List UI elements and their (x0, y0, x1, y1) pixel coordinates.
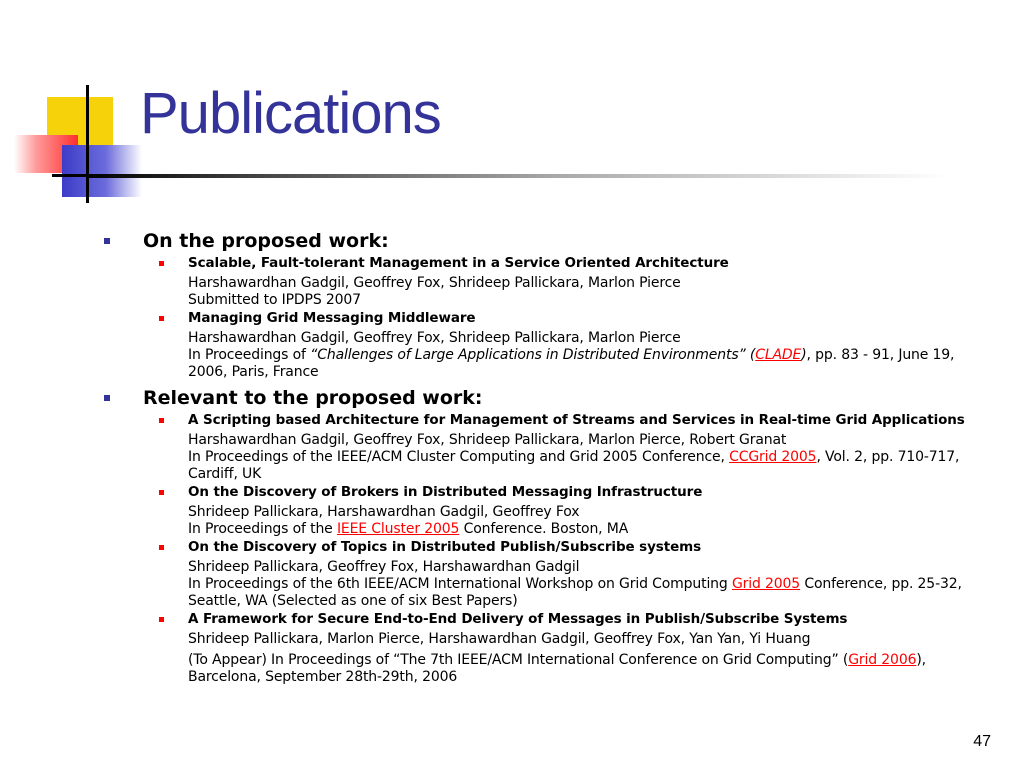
publication-authors: Harshawardhan Gadgil, Geoffrey Fox, Shrideep Pallickara, Marlon Pierce (188, 275, 681, 291)
section-relevant-work (100, 385, 980, 686)
publication-details (188, 631, 980, 686)
publication-authors: Shrideep Pallickara, Harshawardhan Gadgil, Geoffrey Fox (188, 504, 580, 520)
page-number: 47 (973, 733, 991, 750)
clade-link[interactable]: CLADE (755, 347, 802, 363)
publication-authors: Shrideep Pallickara, Geoffrey Fox, Harshawardhan Gadgil (188, 559, 580, 575)
square-bullet-icon (104, 395, 110, 401)
publication-details (188, 432, 980, 483)
logo-blue-bar (62, 145, 142, 197)
publication-details (188, 504, 980, 538)
slide-title: Publications (140, 81, 441, 146)
logo-horizontal-line (52, 174, 90, 177)
publication-title: A Scripting based Architecture for Management of Streams and Services in Real-time Grid Applications (188, 412, 965, 428)
square-bullet-icon (104, 238, 110, 244)
square-bullet-icon (159, 490, 164, 495)
publication-title: On the Discovery of Brokers in Distributed Messaging Infrastructure (188, 484, 703, 500)
section-proposed-work (100, 228, 980, 381)
publication-item (100, 539, 980, 610)
ccgrid-2005-link[interactable]: CCGrid 2005 (729, 449, 817, 465)
decorative-logo (0, 0, 160, 210)
section-heading: On the proposed work: (100, 228, 980, 254)
publication-venue: Submitted to IPDPS 2007 (188, 292, 361, 308)
publication-title: Scalable, Fault-tolerant Management in a Service Oriented Architecture (188, 255, 729, 271)
publication-venue: In Proceedings of the 6th IEEE/ACM International Workshop on Grid Computing Grid 2005 Conference, pp. 25-32, Seattle, WA (Selected as one of six Best Papers) (188, 576, 962, 609)
publication-authors: Harshawardhan Gadgil, Geoffrey Fox, Shrideep Pallickara, Marlon Pierce, Robert Granat (188, 432, 787, 448)
publication-item (100, 310, 980, 381)
grid-2005-link[interactable]: Grid 2005 (731, 576, 801, 592)
section-heading: Relevant to the proposed work: (100, 385, 980, 411)
publication-item (100, 255, 980, 309)
square-bullet-icon (159, 316, 164, 321)
publication-title: Managing Grid Messaging Middleware (188, 310, 476, 326)
publication-details (188, 330, 980, 381)
publication-title: On the Discovery of Topics in Distributed Publish/Subscribe systems (188, 539, 702, 555)
title-underline (88, 174, 948, 178)
square-bullet-icon (159, 261, 164, 266)
publication-venue: In Proceedings of the IEEE/ACM Cluster Computing and Grid 2005 Conference, CCGrid 2005, Vol. 2, pp. 710-717, Cardiff, UK (188, 449, 960, 482)
publication-item (100, 611, 980, 686)
publication-venue: (To Appear) In Proceedings of “The 7th IEEE/ACM International Conference on Grid Computing” (Grid 2006), Barcelona, September 28th-29th, 2006 (188, 652, 926, 685)
publication-item (100, 412, 980, 483)
logo-vertical-line (86, 85, 89, 203)
publication-venue: In Proceedings of “Challenges of Large Applications in Distributed Environments” (CLADE), pp. 83 - 91, June 19, 2006, Paris, France (188, 347, 955, 380)
publication-details (188, 559, 980, 610)
square-bullet-icon (159, 418, 164, 423)
square-bullet-icon (159, 617, 164, 622)
ieee-cluster-2005-link[interactable]: IEEE Cluster 2005 (336, 521, 460, 537)
publication-authors: Shrideep Pallickara, Marlon Pierce, Harshawardhan Gadgil, Geoffrey Fox, Yan Yan, Yi Huang (188, 631, 811, 647)
publication-title: A Framework for Secure End-to-End Delivery of Messages in Publish/Subscribe Systems (188, 611, 848, 627)
square-bullet-icon (159, 545, 164, 550)
publication-details (188, 275, 980, 309)
slide-content (100, 228, 980, 686)
publication-item (100, 484, 980, 538)
publication-venue: In Proceedings of the IEEE Cluster 2005 Conference. Boston, MA (188, 521, 629, 537)
publication-authors: Harshawardhan Gadgil, Geoffrey Fox, Shrideep Pallickara, Marlon Pierce (188, 330, 681, 346)
grid-2006-link[interactable]: Grid 2006 (848, 652, 917, 668)
